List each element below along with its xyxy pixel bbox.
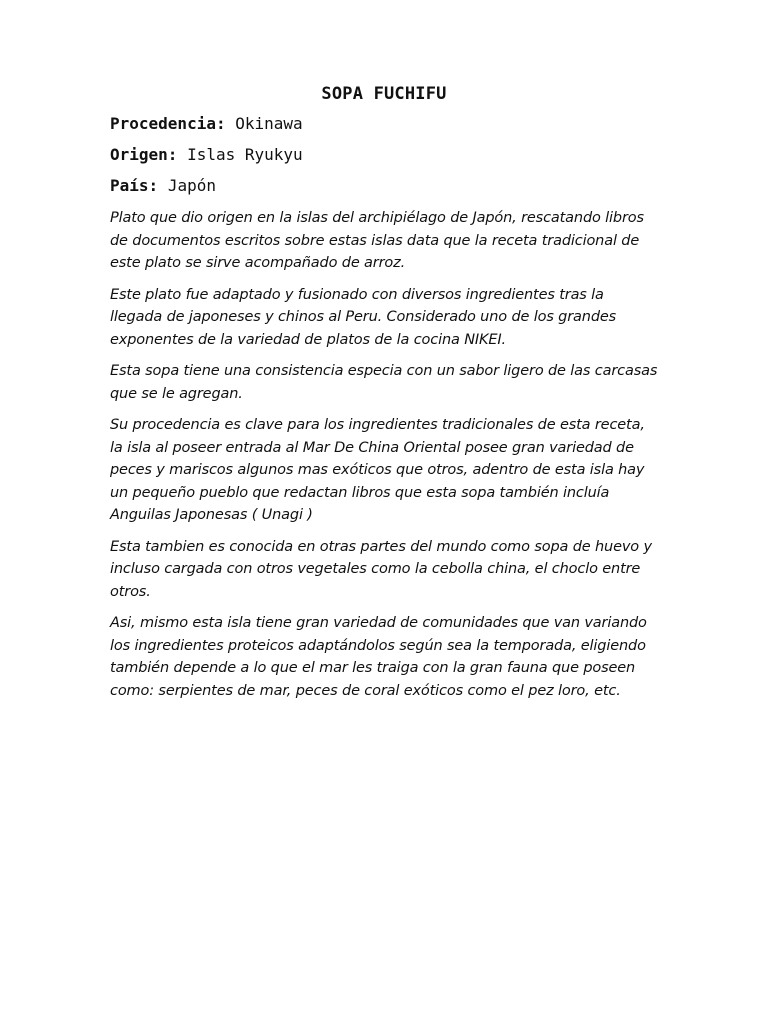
field-pais (110, 176, 658, 195)
field-value: Okinawa (235, 114, 303, 133)
paragraph-origin: Plato que dio origen en la islas del archipiélago de Japón, rescatando libros de documentos escritos sobre estas islas data que la receta tradicional de este plato se sirve acompañado de arroz. (110, 210, 644, 271)
field-value: Japón (167, 176, 216, 195)
document-title: SOPA FUCHIFU (321, 84, 447, 104)
field-origen (110, 145, 658, 164)
paragraph-adaptation: Este plato fue adaptado y fusionado con diversos ingredientes tras la llegada de japoneses y chinos al Peru. Considerado uno de los grandes exponentes de la variedad de platos de la cocina NIKEI. (110, 286, 617, 348)
field-label: País: (110, 176, 159, 195)
field-label: Procedencia: (110, 114, 226, 133)
field-value: Islas Ryukyu (187, 145, 303, 164)
field-label: Origen: (110, 145, 178, 164)
paragraph-communities: Asi, mismo esta isla tiene gran variedad de comunidades que van variando los ingredientes proteicos adaptándolos según sea la temporada, eligiendo también depende a lo que el mar les traiga con la gran fauna que poseen como: serpientes de mar, peces de coral exóticos como el pez loro, etc. (110, 615, 647, 699)
paragraph-consistency: Esta sopa tiene una consistencia especia con un sabor ligero de las carcasas que se le agregan. (110, 363, 658, 402)
paragraph-provenance: Su procedencia es clave para los ingredientes tradicionales de esta receta, la isla al poseer entrada al Mar De China Oriental posee gran variedad de peces y mariscos algunos mas exóticos que otros, adentro de esta isla hay un pequeño pueblo que redactan libros que esta sopa también incluía Anguilas Japonesas ( Unagi ) (110, 417, 645, 523)
paragraph-variants: Esta tambien es conocida en otras partes del mundo como sopa de huevo y incluso cargada con otros vegetales como la cebolla china, el choclo entre otros. (110, 538, 652, 600)
document-page (110, 84, 658, 711)
field-procedencia (110, 114, 658, 133)
